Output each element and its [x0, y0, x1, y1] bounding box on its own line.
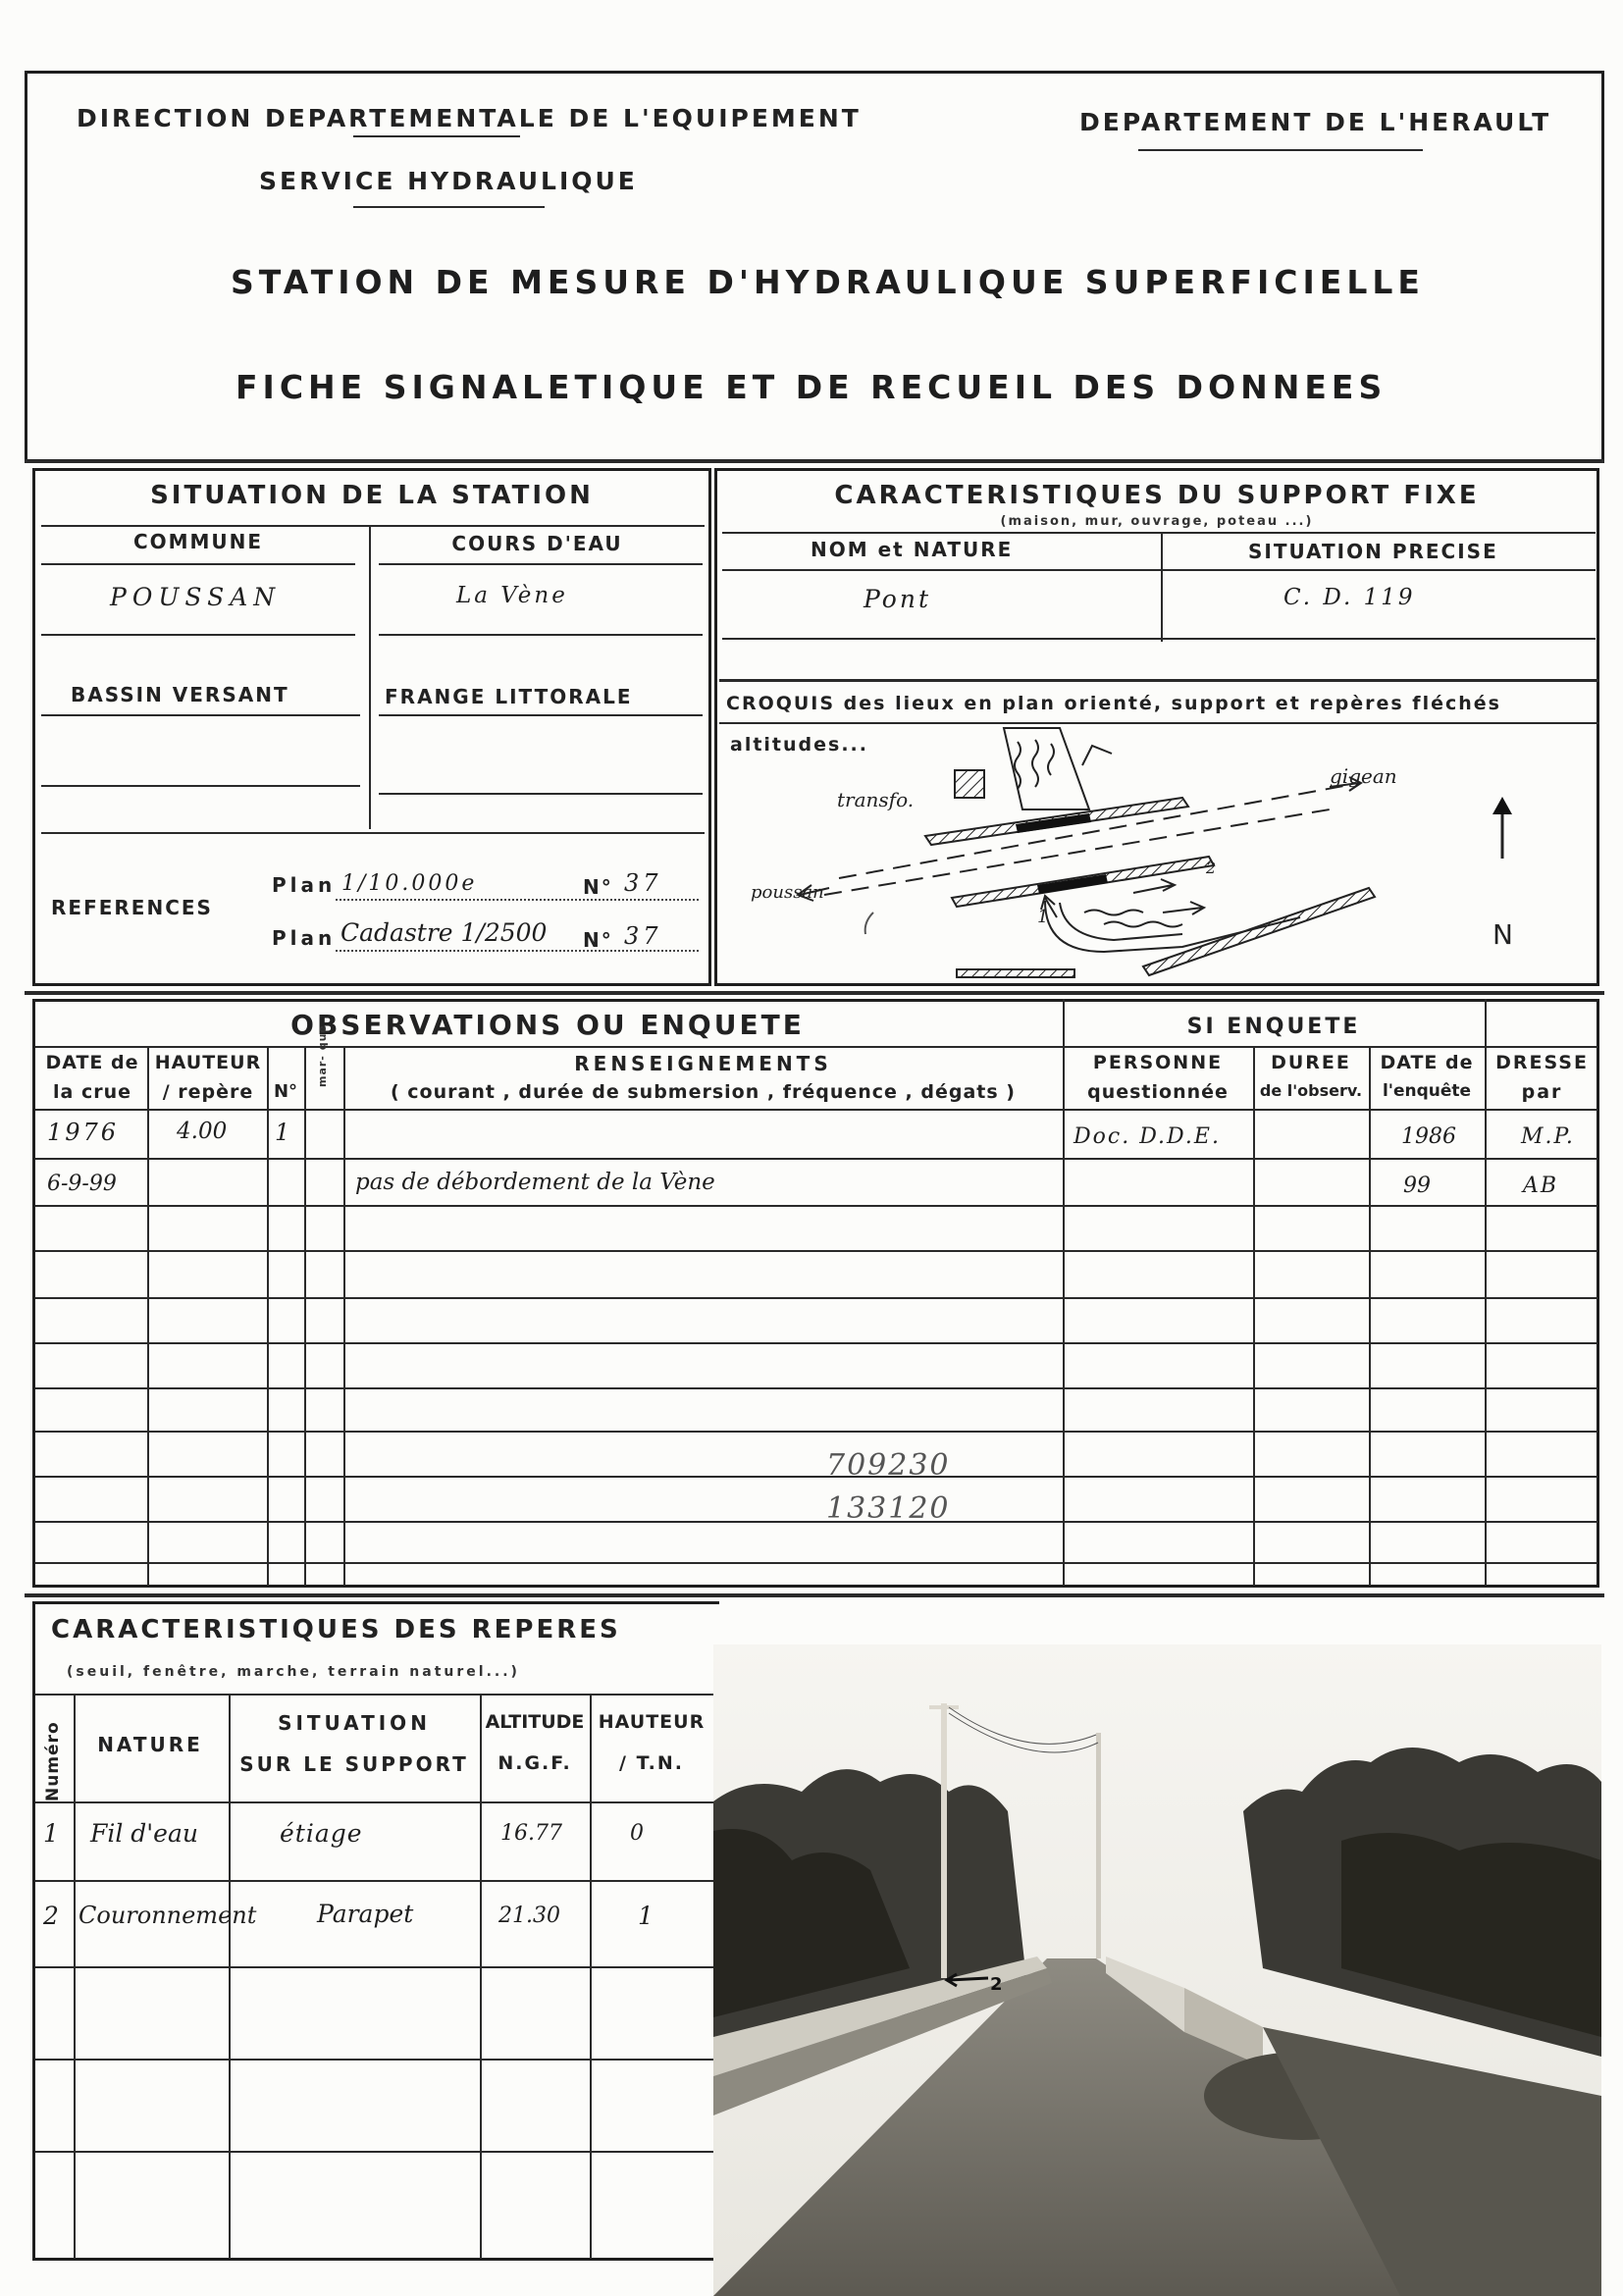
obs-row2-date-enquete: 99	[1403, 1174, 1431, 1198]
reperes-frame	[32, 1601, 719, 2261]
commune-label: COMMUNE	[132, 530, 264, 553]
nom-label: NOM et NATURE	[811, 538, 1014, 561]
col-situation-1: SITUATION	[278, 1711, 431, 1735]
plan1-value: 1/10.000e	[341, 871, 478, 896]
reperes-heading: CARACTERISTIQUES DES REPERES	[51, 1615, 621, 1644]
obs-row-line	[35, 1342, 1597, 1344]
plan2-no: 37	[624, 922, 662, 950]
site-sketch	[721, 716, 1595, 983]
rep-row2-nature: Couronnement	[79, 1902, 257, 1929]
service-underline	[353, 206, 545, 208]
col-date-enquete-2: l'enquête	[1382, 1081, 1472, 1101]
col-numero: Numéro	[43, 1721, 63, 1801]
col-personne-2: questionnée	[1087, 1081, 1229, 1103]
col-hauteur-1: HAUTEUR	[154, 1052, 262, 1073]
cours-rule	[379, 563, 703, 565]
rep-row2-situation: Parapet	[317, 1900, 414, 1928]
transfo-box	[955, 770, 984, 798]
col-renseignements-1: RENSEIGNEMENTS	[574, 1052, 832, 1075]
rep-row-line	[35, 1801, 716, 1803]
block-top-border	[25, 459, 1604, 463]
cours-line	[379, 634, 703, 636]
references-label: REFERENCES	[51, 896, 213, 919]
situation-precise-label: SITUATION PRECISE	[1248, 540, 1498, 563]
nom-line	[722, 638, 1596, 640]
obs-column-line	[1369, 1046, 1371, 1586]
obs-row-line	[35, 1521, 1597, 1523]
direction-underline	[353, 135, 520, 137]
rep-row1-situation: étiage	[280, 1819, 363, 1848]
obs-row-line	[35, 1109, 1597, 1111]
obs-column-line	[1253, 1046, 1255, 1586]
col-nature: NATURE	[97, 1733, 203, 1756]
frange-label: FRANGE LITTORALE	[385, 685, 633, 708]
obs-row-line	[35, 1297, 1597, 1299]
site-photo	[713, 1644, 1601, 2296]
support-rule	[722, 532, 1596, 534]
col-no: N°	[273, 1081, 298, 1102]
rep-row1-hauteur: 0	[630, 1821, 644, 1846]
situation-heading: SITUATION DE LA STATION	[150, 481, 594, 510]
support-heading: CARACTERISTIQUES DU SUPPORT FIXE	[834, 481, 1480, 510]
obs-row1-date-enquete: 1986	[1401, 1124, 1456, 1149]
rep-row1-altitude: 16.77	[500, 1821, 562, 1846]
obs-row1-dresse: M.P.	[1521, 1124, 1575, 1149]
photo-arrow-label: 2	[990, 1974, 1003, 1995]
rep-row2-altitude: 21.30	[498, 1904, 560, 1928]
upstream-channel	[1004, 728, 1089, 809]
col-altitude-1: ALTITUDE	[485, 1711, 585, 1733]
commune-rule	[41, 563, 355, 565]
plan2-no-label: N°	[583, 928, 613, 952]
obs-column-line	[304, 1046, 306, 1586]
obs-row-line	[35, 1250, 1597, 1252]
title-line-1: STATION DE MESURE D'HYDRAULIQUE SUPERFICIELLE	[231, 263, 1425, 301]
rep-column-line	[480, 1694, 482, 2259]
rep-column-line	[74, 1694, 76, 2259]
reperes-heading-rule	[35, 1694, 716, 1696]
obs-row1-date: 1976	[47, 1119, 120, 1146]
obs-row2-dresse: AB	[1523, 1174, 1559, 1198]
direction-label: DIRECTION DEPARTEMENTALE DE L'EQUIPEMENT	[77, 104, 862, 132]
si-enquete-heading: SI ENQUETE	[1186, 1015, 1361, 1039]
col-personne-1: PERSONNE	[1092, 1052, 1224, 1073]
department-label: DEPARTEMENT DE L'HERAULT	[1079, 108, 1552, 136]
bassin-label: BASSIN VERSANT	[71, 683, 289, 706]
obs-row-line	[35, 1562, 1597, 1564]
col-dresse-2: par	[1521, 1081, 1563, 1103]
obs-row2-date: 6-9-99	[47, 1172, 117, 1196]
site-photo-image	[713, 1644, 1601, 2296]
title-line-2: FICHE SIGNALETIQUE ET DE RECUEIL DES DONNEES	[236, 368, 1387, 406]
col-duree-1: DUREE	[1271, 1052, 1351, 1073]
obs-row1-personne: Doc. D.D.E.	[1073, 1124, 1221, 1149]
col-duree-2: de l'observ.	[1259, 1081, 1363, 1100]
situation-divider	[369, 525, 371, 829]
rep-column-line	[229, 1694, 231, 2259]
references-rule	[41, 832, 705, 834]
nom-value: Pont	[864, 585, 932, 613]
support-divider	[1161, 532, 1163, 642]
col-date-crue-2: la crue	[53, 1081, 131, 1103]
downstream-wall	[1143, 888, 1375, 975]
situation-rule	[41, 525, 705, 527]
croquis-label: CROQUIS des lieux en plan orienté, support et repères fléchés	[726, 693, 1501, 714]
sketch-label-two: 2	[1206, 859, 1217, 877]
col-hauteur-tn-2: / T.N.	[619, 1752, 684, 1774]
sketch-label-poussan: poussan	[751, 882, 824, 903]
commune-value: POUSSAN	[110, 583, 282, 611]
col-renseignements-2: ( courant , durée de submersion , fréquence , dégats )	[391, 1081, 1016, 1103]
rep-row2-numero: 2	[43, 1902, 59, 1930]
situation-precise-value: C. D. 119	[1283, 585, 1416, 610]
col-situation-2: SUR LE SUPPORT	[239, 1752, 469, 1776]
bassin-line	[41, 785, 360, 787]
road-line-north	[839, 785, 1349, 878]
reperes-subheading: (seuil, fenêtre, marche, terrain naturel...)	[67, 1664, 520, 1680]
obs-column-line	[343, 1046, 345, 1586]
rep-row1-nature: Fil d'eau	[90, 1819, 198, 1848]
col-altitude-2: N.G.F.	[497, 1752, 572, 1774]
obs-row-line	[35, 1431, 1597, 1433]
bassin-rule	[41, 714, 360, 716]
rep-row1-numero: 1	[43, 1819, 59, 1848]
obs-row1-no: 1	[275, 1119, 290, 1146]
rep-row-line	[35, 1880, 716, 1882]
obs-column-line	[147, 1046, 149, 1586]
frange-rule	[379, 714, 703, 716]
obs-column-line	[267, 1046, 269, 1586]
rep-row-line	[35, 1966, 716, 1968]
reperes-top-border	[25, 1593, 1604, 1597]
plan1-no-label: N°	[583, 875, 613, 899]
cours-label: COURS D'EAU	[451, 532, 623, 555]
col-date-enquete-1: DATE de	[1380, 1052, 1474, 1073]
service-label: SERVICE HYDRAULIQUE	[259, 167, 638, 195]
obs-heading-rule	[35, 1046, 1597, 1048]
plan1-label: Plan	[272, 873, 337, 897]
plan2-dots	[336, 950, 699, 952]
rep-row2-hauteur: 1	[638, 1902, 654, 1930]
sketch-label-transfo: transfo.	[837, 788, 915, 811]
plan2-label: Plan	[272, 926, 337, 950]
rep-row-line	[35, 2151, 716, 2153]
plan1-no: 37	[624, 869, 662, 897]
cours-value: La Vène	[456, 583, 568, 608]
obs-row-line	[35, 1387, 1597, 1389]
rep-column-line	[590, 1694, 592, 2259]
commune-line	[41, 634, 355, 636]
croquis-rule	[719, 679, 1599, 682]
sketch-label-one: 1	[1037, 907, 1049, 927]
observations-top-border	[25, 991, 1604, 995]
sketch-label-north: N	[1492, 918, 1513, 951]
col-dresse-1: DRESSE	[1495, 1052, 1589, 1073]
obs-row-line	[35, 1205, 1597, 1207]
nom-rule	[722, 569, 1596, 571]
col-marque: mar- que	[316, 1024, 329, 1087]
altitudes-label: altitudes...	[730, 734, 868, 756]
plan2-value: Cadastre 1/2500	[340, 918, 548, 947]
coordinate-x: 709230	[826, 1448, 951, 1483]
obs-row1-hauteur: 4.00	[177, 1119, 228, 1144]
col-hauteur-tn-1: HAUTEUR	[598, 1711, 706, 1733]
coordinate-y: 133120	[826, 1491, 951, 1526]
department-underline	[1138, 149, 1423, 151]
rep-row-line	[35, 2059, 716, 2061]
obs-row2-renseignements: pas de débordement de la Vène	[355, 1170, 715, 1195]
plan1-dots	[336, 899, 699, 901]
observations-heading: OBSERVATIONS OU ENQUETE	[290, 1009, 805, 1041]
obs-row-line	[35, 1476, 1597, 1478]
frange-line	[379, 793, 703, 795]
sketch-label-gigean: gigean	[1330, 764, 1397, 788]
col-hauteur-2: / repère	[162, 1081, 254, 1103]
support-subheading: (maison, mur, ouvrage, poteau ...)	[1000, 514, 1314, 529]
col-date-crue-1: DATE de	[45, 1052, 139, 1073]
obs-row-line	[35, 1158, 1597, 1160]
